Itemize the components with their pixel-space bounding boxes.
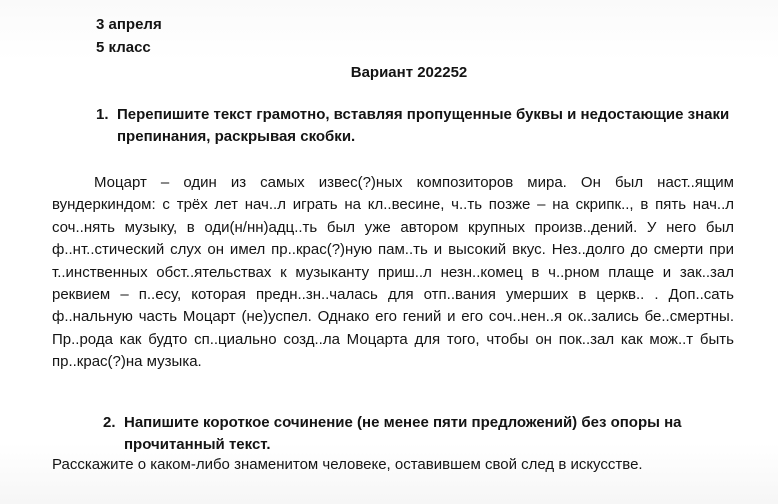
variant-title: Вариант 202252 bbox=[350, 64, 468, 81]
essay-instruction: Расскажите о каком-либо знаменитом человеке, оставившем свой след в искусстве. bbox=[52, 456, 643, 473]
date-line: 3 апреля bbox=[96, 16, 162, 33]
task-1-text: Перепишите текст грамотно, вставляя пропущенные буквы и недостающие знаки препинания, раскрывая скобки. bbox=[117, 106, 730, 145]
grade-line: 5 класс bbox=[96, 39, 151, 56]
task-2-number: 2. bbox=[103, 414, 116, 431]
task-1 bbox=[96, 104, 736, 148]
task-1-number: 1. bbox=[96, 106, 109, 123]
task-2 bbox=[103, 412, 743, 456]
task-2-text: Напишите короткое сочинение (не менее пяти предложений) без опоры на прочитанный текст. bbox=[124, 414, 682, 453]
exercise-passage: Моцарт – один из самых извес(?)ных композиторов мира. Он был наст..ящим вундеркиндом: с трёх лет нач..л играть на кл..весине, ч..ть позже – на скрипк.., в пять нач..л соч..нять музыку, в оди(н/нн)адц..ть был уже автором крупных произв..дений. У него был ф..нт..стический слух он имел пр..крас(?)ную пам..ть и высокий вкус. Нез..долго до смерти при т..инственных обст..ятельствах к музыканту приш..л незн..комец в ч..рном плаще и зак..зал реквием – п..есу, которая предн..зн..чалась для отп..вания умерших в церкв.. . Доп..сать ф..нальную часть Моцарт (не)успел. Однако его гений и его соч..нен..я ок..зались бе..смертны. Пр..рода как будто сп..циально созд..ла Моцарта для того, чтобы он пок..зал как мож..т быть пр..крас(?)на музыка. bbox=[52, 174, 734, 371]
